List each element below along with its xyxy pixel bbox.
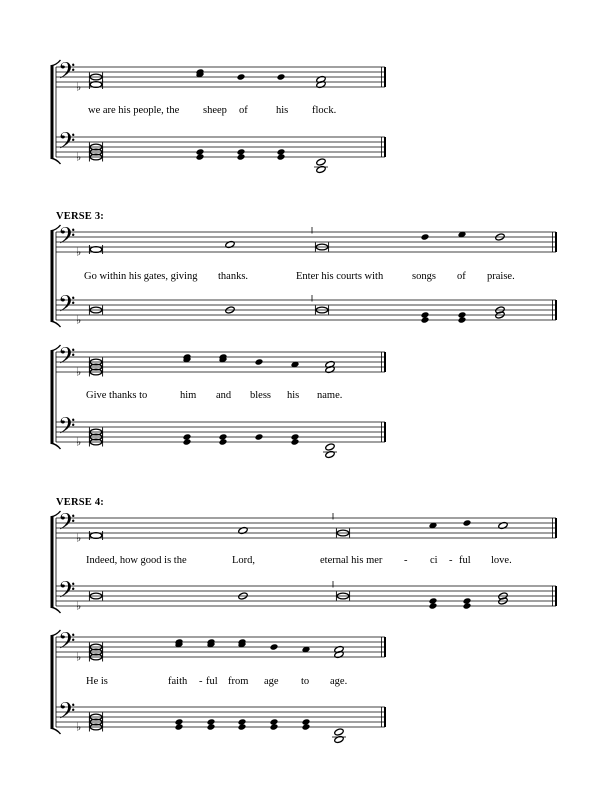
bass-clef-icon: 𝄢 [58, 509, 76, 541]
flat-icon: ♭ [76, 531, 82, 545]
system-2 [51, 224, 557, 328]
bass-clef-icon: 𝄢 [58, 413, 76, 445]
lyric-syllable: Go within his gates, giving [84, 271, 198, 282]
bass-clef-icon: 𝄢 [58, 577, 76, 609]
flat-icon: ♭ [76, 313, 82, 327]
quarter-note [429, 602, 438, 609]
lyric-syllable: ful [206, 676, 218, 687]
bass-clef-icon: 𝄢 [58, 128, 76, 160]
bass-clef-icon: 𝄢 [58, 58, 76, 90]
lyric-syllable: age. [330, 676, 348, 687]
quarter-note [255, 358, 264, 365]
flat-icon: ♭ [76, 80, 82, 94]
bass-clef-icon: 𝄢 [58, 223, 76, 255]
verse-4-heading: VERSE 4: [56, 497, 104, 508]
verse-3-heading: VERSE 3: [56, 211, 104, 222]
quarter-note [237, 73, 246, 80]
lyric-syllable: Lord, [232, 555, 256, 566]
lyric-syllable: to [301, 676, 310, 687]
lyric-syllable: and [216, 390, 232, 401]
flat-icon: ♭ [76, 599, 82, 613]
lyric-syllable: sheep [203, 105, 227, 116]
system-1 [51, 59, 386, 174]
lyric-syllable: eternal his mer [320, 555, 383, 566]
lyric-syllable: Indeed, how good is the [86, 555, 187, 566]
quarter-note [219, 438, 228, 445]
flat-icon: ♭ [76, 150, 82, 164]
lyric-syllable: of [457, 271, 466, 282]
flat-icon: ♭ [76, 365, 82, 379]
bass-clef-icon: 𝄢 [58, 628, 76, 660]
lyric-syllable: bless [250, 390, 271, 401]
system-4 [51, 510, 557, 614]
quarter-note [207, 723, 216, 730]
half-note [334, 728, 344, 736]
half-note [325, 443, 335, 451]
flat-icon: ♭ [76, 720, 82, 734]
quarter-note [291, 438, 300, 445]
quarter-note [238, 723, 247, 730]
quarter-note [255, 433, 264, 440]
lyric-syllable: we are his people, the [88, 105, 180, 116]
quarter-note [277, 73, 286, 80]
bass-clef-icon: 𝄢 [58, 343, 76, 375]
lyric-syllable: ful [459, 555, 471, 566]
lyric-syllable: - [199, 676, 203, 687]
flat-icon: ♭ [76, 650, 82, 664]
lyric-syllable: Enter his courts with [296, 271, 384, 282]
lyric-syllable: age [264, 676, 279, 687]
bass-clef-icon: 𝄢 [58, 698, 76, 730]
lyric-syllable: faith [168, 676, 188, 687]
lyric-syllable: from [228, 676, 249, 687]
lyric-syllable: Give thanks to [86, 390, 148, 401]
flat-icon: ♭ [76, 245, 82, 259]
lyric-syllable: his [287, 390, 300, 401]
breve-note [90, 82, 102, 88]
lyric-syllable: name. [317, 390, 343, 401]
quarter-note [458, 316, 467, 323]
quarter-note [277, 153, 286, 160]
lyric-syllable: his [276, 105, 289, 116]
quarter-note [270, 643, 279, 650]
lyric-syllable: songs [412, 271, 436, 282]
lyric-syllable: ci [430, 555, 438, 566]
quarter-note [302, 723, 311, 730]
quarter-note [183, 438, 192, 445]
lyric-syllable: He is [86, 676, 108, 687]
system-3 [51, 344, 386, 459]
lyric-syllable: love. [491, 555, 512, 566]
breve-note [90, 533, 102, 539]
half-note [316, 158, 326, 166]
lyric-syllable: flock. [312, 105, 337, 116]
quarter-note [421, 233, 430, 240]
bass-clef-icon: 𝄢 [58, 291, 76, 323]
lyric-syllable: of [239, 105, 248, 116]
breve-note [90, 247, 102, 253]
lyric-syllable: - [449, 555, 453, 566]
lyric-syllable: thanks. [218, 271, 249, 282]
quarter-note [463, 602, 472, 609]
quarter-note [196, 153, 205, 160]
lyric-syllable: him [180, 390, 197, 401]
quarter-note [463, 519, 472, 526]
flat-icon: ♭ [76, 435, 82, 449]
quarter-note [421, 316, 430, 323]
lyric-syllable: praise. [487, 271, 515, 282]
quarter-note [175, 723, 184, 730]
system-5 [51, 629, 386, 744]
quarter-note [270, 723, 279, 730]
quarter-note [237, 153, 246, 160]
lyric-syllable: - [404, 555, 408, 566]
